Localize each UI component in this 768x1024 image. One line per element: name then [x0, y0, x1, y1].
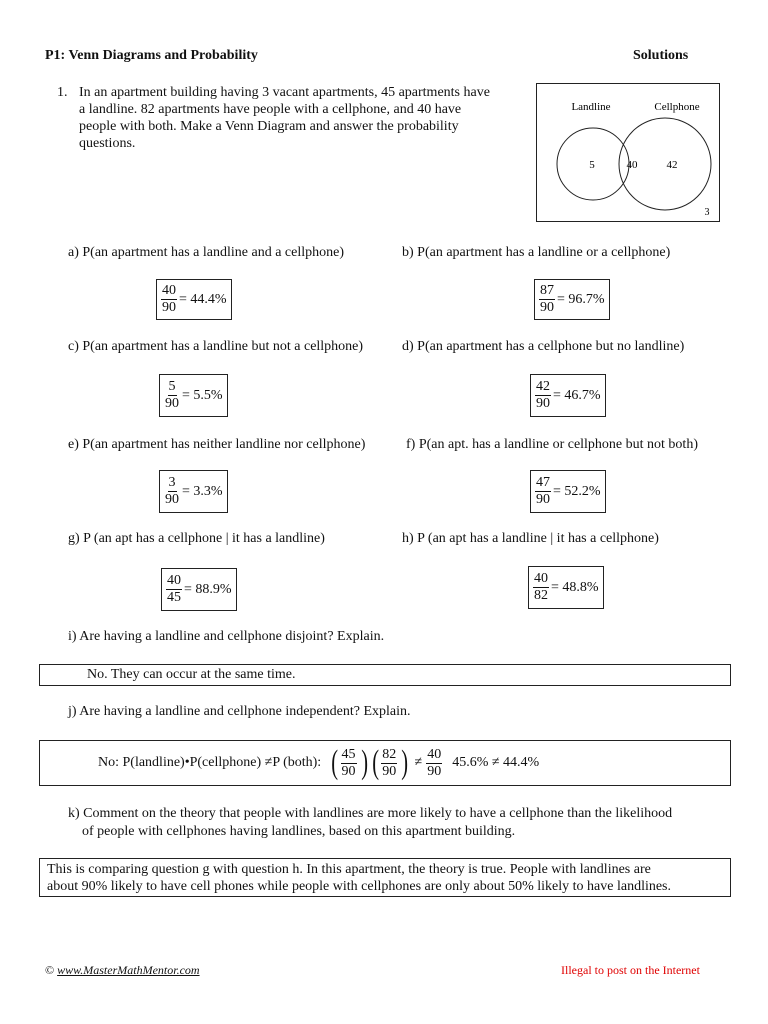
answer-f: [530, 470, 606, 513]
question-i: i) Are having a landline and cellphone disjoint? Explain.: [68, 629, 385, 644]
problem-number: 1.: [57, 85, 68, 100]
not-equal-sign: ≠: [414, 755, 423, 770]
answer-j-suffix: 45.6% ≠ 44.4%: [452, 755, 540, 770]
problem-line: people with both. Make a Venn Diagram and answer the probability: [79, 119, 459, 134]
fraction-numerator: 3: [168, 475, 176, 490]
fraction-denominator: 45: [167, 590, 181, 605]
problem-line: questions.: [79, 136, 136, 151]
fraction-numerator: 40: [162, 283, 176, 298]
answer-k-line: about 90% likely to have cell phones while people with cellphones are only about 50% likely to have landlines.: [47, 879, 672, 894]
fraction-group: ( $\frac{45}{90}$ ): [331, 744, 368, 781]
copyright-symbol: ©: [45, 963, 55, 977]
fraction-denominator: 90: [536, 492, 550, 507]
question-h: h) P (an apt has a landline | it has a cellphone): [402, 531, 659, 546]
answer-result: = 48.8%: [551, 579, 599, 595]
venn-left-label: Landline: [571, 101, 611, 113]
fraction-numerator: 87: [540, 283, 554, 298]
fraction-denominator: 90: [427, 763, 442, 779]
answer-d: [530, 374, 606, 417]
answer-i: [39, 664, 731, 686]
answer-j-prefix: No: P(landline)•P(cellphone) ≠P (both):: [98, 755, 322, 770]
question-a: a) P(an apartment has a landline and a cellphone): [68, 245, 344, 260]
answer-k: [39, 858, 731, 897]
answer-c: [159, 374, 228, 417]
venn-only-landline: 5: [589, 159, 595, 171]
page-title: P1: Venn Diagrams and Probability: [45, 48, 258, 63]
question-d: d) P(an apartment has a cellphone but no landline): [402, 339, 685, 354]
fraction-denominator: 90: [536, 396, 550, 411]
fraction-numerator: 47: [536, 475, 550, 490]
fraction-numerator: 40: [167, 573, 181, 588]
question-g: g) P (an apt has a cellphone | it has a landline): [68, 531, 325, 546]
answer-result: = 96.7%: [557, 291, 605, 307]
question-f: f) P(an apt. has a landline or cellphone but not both): [406, 437, 698, 452]
question-k-line2: of people with cellphones having landlines, based on this apartment building.: [82, 824, 516, 839]
fraction-numerator: 42: [536, 379, 550, 394]
footer-copyright: [45, 963, 200, 978]
question-b: b) P(an apartment has a landline or a cellphone): [402, 245, 671, 260]
answer-i-text: No. They can occur at the same time.: [87, 667, 296, 682]
question-j: j) Are having a landline and cellphone independent? Explain.: [68, 704, 411, 719]
venn-both: 40: [626, 159, 638, 171]
problem-line: a landline. 82 apartments have people with a cellphone, and 40 have: [79, 102, 462, 117]
answer-result: = 3.3%: [182, 483, 223, 499]
fraction-denominator: 82: [534, 588, 548, 603]
fraction-numerator: 45: [341, 746, 356, 762]
fraction-denominator: 90: [162, 300, 176, 315]
fraction-group: ( $\frac{82}{90}$ ): [372, 744, 409, 781]
problem-statement: [57, 84, 527, 152]
solutions-label: Solutions: [633, 48, 689, 63]
answer-e: [159, 470, 228, 513]
answer-result: = 46.7%: [553, 387, 601, 403]
venn-only-cellphone: 42: [666, 159, 678, 171]
answer-j: [39, 740, 731, 786]
question-k-line1: k) Comment on the theory that people with landlines are more likely to have a cellphone than the likelihood: [68, 806, 673, 821]
venn-outside: 3: [704, 207, 710, 218]
problem-line: In an apartment building having 3 vacant apartments, 45 apartments have: [79, 85, 490, 100]
answer-result: = 44.4%: [179, 291, 227, 307]
fraction-denominator: 90: [165, 492, 179, 507]
answer-a: [156, 279, 232, 320]
venn-diagram: [536, 83, 720, 222]
fraction-numerator: 40: [427, 746, 442, 762]
question-e: e) P(an apartment has neither landline nor cellphone): [68, 437, 366, 452]
answer-k-line: This is comparing question g with question h. In this apartment, the theory is true. People with landlines are: [47, 862, 651, 877]
answer-result: = 5.5%: [182, 387, 223, 403]
footer-site-link[interactable]: www.MasterMathMentor.com: [57, 963, 200, 977]
fraction-denominator: 90: [382, 763, 397, 779]
footer-notice: Illegal to post on the Internet: [561, 963, 700, 977]
venn-right-label: Cellphone: [654, 101, 700, 113]
answer-g: [161, 568, 237, 611]
fraction-denominator: 90: [165, 396, 179, 411]
fraction-denominator: 90: [341, 763, 356, 779]
fraction-numerator: 40: [534, 571, 548, 586]
answer-b: [534, 279, 610, 320]
answer-result: = 88.9%: [184, 581, 232, 597]
fraction-denominator: 90: [540, 300, 554, 315]
question-c: c) P(an apartment has a landline but not a cellphone): [68, 339, 364, 354]
fraction-numerator: 82: [382, 746, 397, 762]
answer-result: = 52.2%: [553, 483, 601, 499]
fraction-numerator: 5: [168, 379, 176, 394]
answer-h: [528, 566, 604, 609]
